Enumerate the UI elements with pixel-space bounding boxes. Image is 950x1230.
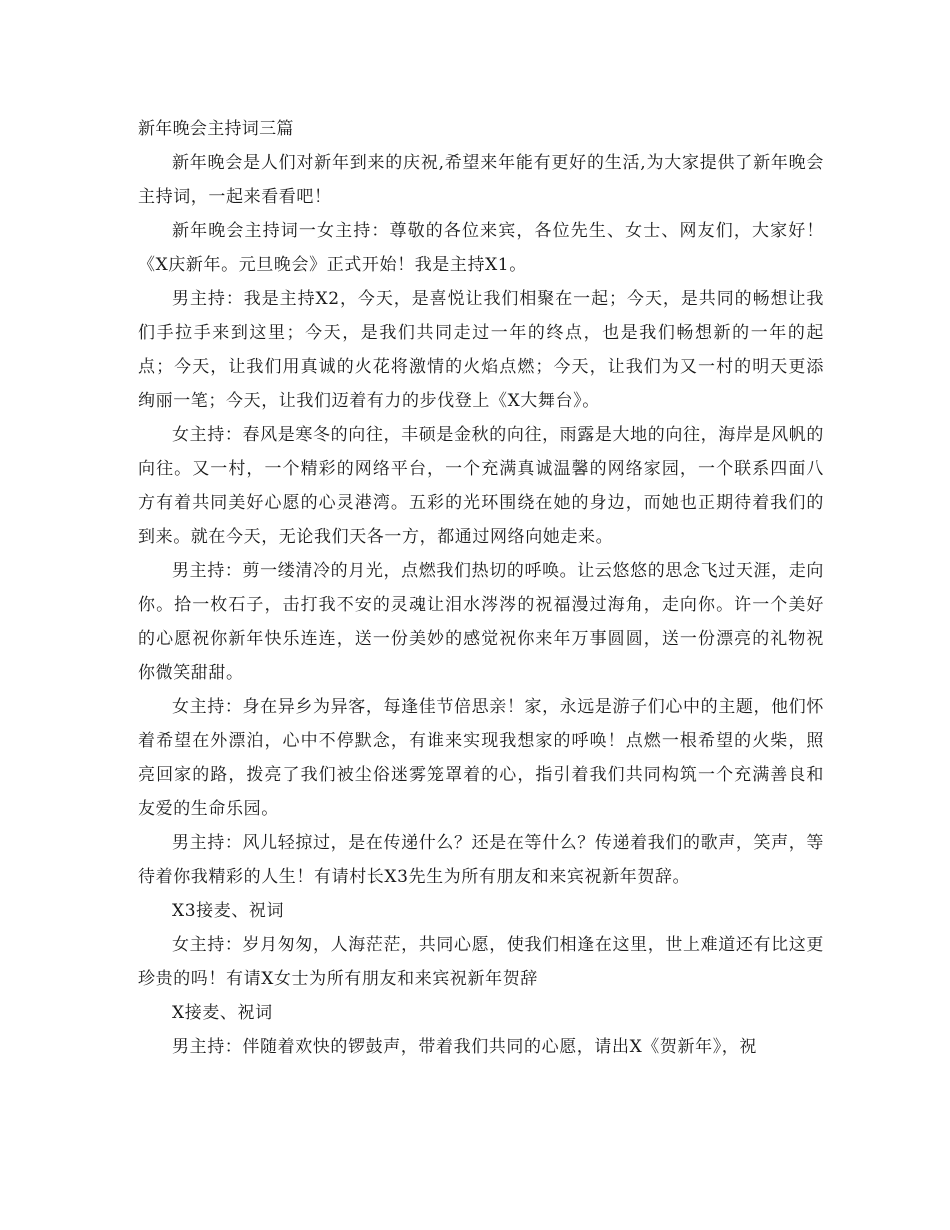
document-title: 新年晚会主持词三篇 bbox=[138, 119, 294, 139]
paragraph-male-host-drums: 男主持：伴随着欢快的锣鼓声，带着我们共同的心愿，请出X《贺新年》，祝 bbox=[172, 1037, 758, 1057]
paragraph-female-host-years: 女主持：岁月匆匆，人海茫茫，共同心愿，使我们相逢在这里，世上难道还有比这更珍贵的吗！有请X女士为所有朋友和来宾祝新年贺辞 bbox=[138, 935, 824, 989]
paragraph-x-speech: X接麦、祝词 bbox=[172, 1003, 273, 1023]
paragraph-female-host-opening: 新年晚会主持词一女主持：尊敬的各位来宾，各位先生、女士、网友们，大家好！《X庆新年。元旦晚会》正式开始！我是主持X1。 bbox=[138, 221, 824, 275]
paragraph-male-host-today: 男主持：我是主持X2，今天，是喜悦让我们相聚在一起；今天，是共同的畅想让我们手拉手来到这里；今天，是我们共同走过一年的终点，也是我们畅想新的一年的起点；今天，让我们用真诚的火花将激情的火焰点燃；今天，让我们为又一村的明天更添绚丽一笔；今天，让我们迈着有力的步伐登上《X大舞台》。 bbox=[138, 289, 824, 411]
paragraph-intro: 新年晚会是人们对新年到来的庆祝,希望来年能有更好的生活,为大家提供了新年晚会主持词，一起来看看吧！ bbox=[138, 153, 824, 207]
paragraph-x3-speech: X3接麦、祝词 bbox=[172, 901, 285, 921]
paragraph-female-host-homesick: 女主持：身在异乡为异客，每逢佳节倍思亲！家，永远是游子们心中的主题，他们怀着希望在外漂泊，心中不停默念，有谁来实现我想家的呼唤！点燃一根希望的火柴，照亮回家的路，拨亮了我们被尘俗迷雾笼罩着的心，指引着我们共同构筑一个充满善良和友爱的生命乐园。 bbox=[138, 697, 824, 819]
document-body bbox=[138, 112, 824, 1064]
paragraph-male-host-moonlight: 男主持：剪一缕清冷的月光，点燃我们热切的呼唤。让云悠悠的思念飞过天涯，走向你。拾一枚石子，击打我不安的灵魂让泪水涔涔的祝福漫过海角，走向你。许一个美好的心愿祝你新年快乐连连，送一份美妙的感觉祝你来年万事圆圆，送一份漂亮的礼物祝你微笑甜甜。 bbox=[138, 561, 824, 683]
paragraph-female-host-spring: 女主持：春风是寒冬的向往，丰硕是金秋的向往，雨露是大地的向往，海岸是风帆的向往。又一村，一个精彩的网络平台，一个充满真诚温馨的网络家园，一个联系四面八方有着共同美好心愿的心灵港湾。五彩的光环围绕在她的身边，而她也正期待着我们的到来。就在今天，无论我们天各一方，都通过网络向她走来。 bbox=[138, 425, 824, 547]
paragraph-male-host-wind: 男主持：风儿轻掠过，是在传递什么？还是在等什么？传递着我们的歌声，笑声，等待着你我精彩的人生！有请村长X3先生为所有朋友和来宾祝新年贺辞。 bbox=[138, 833, 824, 887]
